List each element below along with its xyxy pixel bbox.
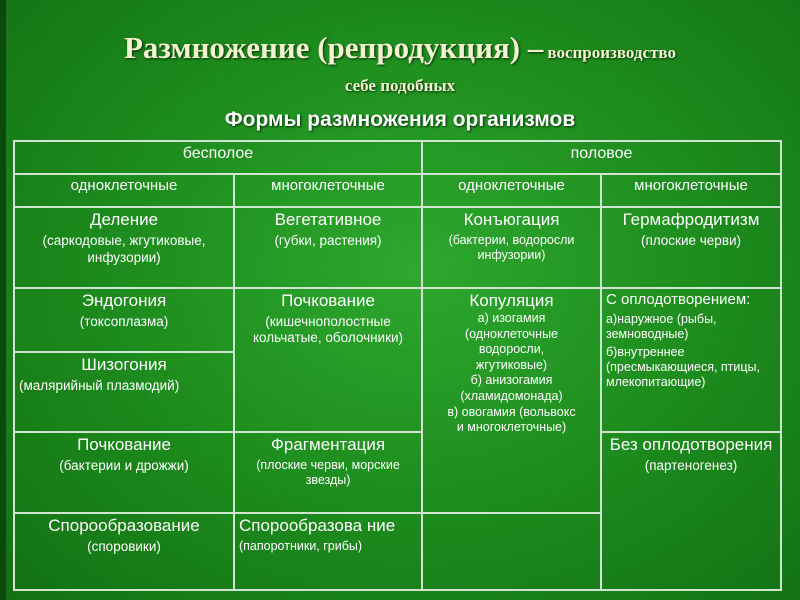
cell-copulation <box>422 288 601 513</box>
table-row <box>14 288 781 352</box>
subgroup-multicellular-sexual: многоклеточные <box>601 174 781 207</box>
cell-desc: (папоротники, грибы) <box>239 538 363 553</box>
copulation-line: водоросли, <box>478 342 545 357</box>
table-row <box>14 207 781 288</box>
cell-desc: (споровики) <box>87 538 161 554</box>
cell-sporulation-multicellular <box>234 513 422 590</box>
title-tail: воспроизводство <box>547 43 676 62</box>
copulation-line: (хламидомонада) <box>460 389 563 404</box>
cell-name: Спорообразование <box>48 515 200 535</box>
internal-fertilization: б)внутреннее (пресмыкающиеся, птицы, млекопитающие) <box>606 344 761 389</box>
copulation-line: в) овогамия (вольвокс <box>447 404 576 419</box>
copulation-lines <box>427 311 596 436</box>
cell-name: Вегетативное <box>274 210 382 230</box>
cell-fragmentation <box>234 432 422 513</box>
cell-name: Почкование <box>281 290 375 310</box>
cell-desc: (бактерии, водоросли инфузории) <box>448 233 575 263</box>
cell-name: С оплодотворением: <box>606 290 751 308</box>
cell-desc: (токсоплазма) <box>79 313 169 329</box>
cell-with-fertilization <box>601 288 781 432</box>
slide-subtitle: себе подобных <box>344 76 456 95</box>
cell-desc: (плоские черви) <box>640 233 742 249</box>
cell-desc: (кишечнополостные кольчатые, оболочники) <box>252 313 404 346</box>
copulation-line: жгутиковые) <box>475 357 548 372</box>
cell-desc: (плоские черви, морские звезды) <box>256 458 400 488</box>
reproduction-table <box>13 140 782 591</box>
cell-name: Спорообразова ние <box>239 515 396 535</box>
cell-empty <box>422 513 601 590</box>
copulation-line: а) изогамия <box>477 310 546 325</box>
cell-name: Почкование <box>77 435 171 455</box>
cell-schizogony <box>14 352 234 433</box>
cell-desc: (малярийный плазмодий) <box>19 377 180 393</box>
copulation-line: и многоклеточные) <box>456 420 567 435</box>
cell-budding-unicellular <box>14 432 234 513</box>
cell-desc: (саркодовые, жгутиковые, инфузории) <box>42 233 206 265</box>
group-header-row <box>14 141 781 174</box>
cell-desc: (партеногенез) <box>644 458 738 474</box>
external-fertilization: а)наружное (рыбы, земноводные) <box>606 311 717 341</box>
title-main: Размножение (репродукция) – <box>124 30 544 65</box>
subgroup-multicellular-asexual: многоклеточные <box>234 174 422 207</box>
cell-division <box>14 207 234 288</box>
cell-hermaphrodite <box>601 207 781 288</box>
copulation-line: б) анизогамия <box>470 373 553 388</box>
cell-endogony <box>14 288 234 352</box>
cell-name: Эндогония <box>81 290 167 310</box>
subgroup-unicellular-sexual: одноклеточные <box>422 174 601 207</box>
cell-budding-multicellular <box>234 288 422 432</box>
cell-sporulation-unicellular <box>14 513 234 590</box>
table-heading: Формы размножения организмов <box>224 108 576 131</box>
subgroup-row <box>14 174 781 207</box>
cell-desc: (бактерии и дрожжи) <box>59 458 189 474</box>
cell-without-fertilization <box>601 432 781 590</box>
cell-vegetative <box>234 207 422 288</box>
table-row <box>14 432 781 513</box>
cell-name: Копуляция <box>469 290 554 310</box>
slide-title <box>0 30 800 66</box>
cell-name: Гермафродитизм <box>622 210 760 230</box>
group-sexual: половое <box>422 141 781 174</box>
cell-name: Фрагментация <box>270 435 386 455</box>
copulation-line: (одноклеточные <box>464 326 559 341</box>
subgroup-unicellular-asexual: одноклеточные <box>14 174 234 207</box>
group-asexual: бесполое <box>14 141 422 174</box>
cell-conjugation <box>422 207 601 288</box>
cell-name: Конъюгация <box>463 210 560 230</box>
cell-name: Деление <box>89 210 159 230</box>
cell-desc: (губки, растения) <box>274 233 382 249</box>
cell-name: Без оплодотворения <box>609 435 773 455</box>
cell-name: Шизогония <box>81 354 167 374</box>
